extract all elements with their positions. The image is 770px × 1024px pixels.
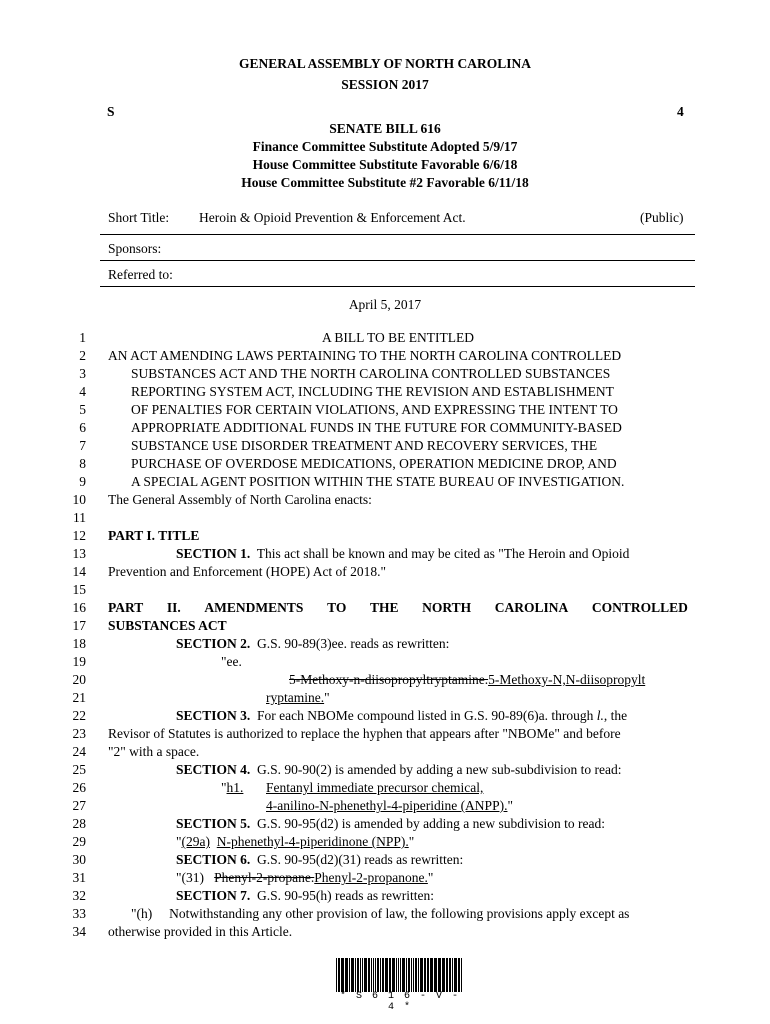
line-number: 5 <box>79 402 86 417</box>
version-number: 4 <box>677 104 684 119</box>
barcode-bar <box>371 958 372 992</box>
barcode-bar <box>396 958 397 992</box>
barcode-bar <box>411 958 412 992</box>
barcode-bar <box>430 958 433 992</box>
section-text: Revisor of Statutes is authorized to replace the hyphen that appears after "NBOMe" and before <box>108 726 621 741</box>
barcode-bar <box>389 958 391 992</box>
barcode-bar <box>418 958 419 992</box>
barcode-bar <box>382 958 384 992</box>
line-number: 27 <box>72 798 86 813</box>
heading-word: THE <box>369 600 399 615</box>
inserted-text: ryptamine. <box>266 690 325 705</box>
inserted-text: N-phenethyl-4-piperidinone (NPP). <box>216 834 409 849</box>
line-number: 2 <box>79 348 86 363</box>
barcode <box>336 958 464 992</box>
barcode-bar <box>355 958 356 992</box>
section-text: G.S. 90-95(h) reads as rewritten: <box>257 888 434 903</box>
section-text: Prevention and Enforcement (HOPE) Act of 2018." <box>108 564 387 579</box>
section-label: SECTION 6. <box>176 852 251 867</box>
history-line: Finance Committee Substitute Adopted 5/9/17 <box>252 139 518 154</box>
section-text: For each NBOMe compound listed in G.S. 90-89(6)a. through <box>257 708 594 723</box>
inserted-text: Phenyl-2-propanone. <box>314 870 428 885</box>
inserted-text: (29a) <box>181 834 210 849</box>
chamber-letter: S <box>107 104 115 119</box>
barcode-bar <box>357 958 359 992</box>
line-number: 23 <box>72 726 86 741</box>
line-number: 31 <box>72 870 86 885</box>
section-text: G.S. 90-89(3)ee. reads as rewritten: <box>257 636 450 651</box>
public-flag: (Public) <box>640 210 684 225</box>
barcode-bar <box>454 958 457 992</box>
section-text: otherwise provided in this Article. <box>108 924 293 939</box>
struck-text: Phenyl-2-propane. <box>214 870 315 885</box>
amended-text <box>289 672 645 688</box>
section-text-italic: l. <box>596 708 604 723</box>
line-number: 15 <box>72 582 86 597</box>
barcode-bar <box>368 958 370 992</box>
line-number: 6 <box>79 420 86 435</box>
barcode-bar <box>362 958 363 992</box>
barcode-bar <box>341 958 344 992</box>
barcode-bar <box>360 958 361 992</box>
section-line <box>176 852 463 868</box>
section-text: Notwithstanding any other provision of law, the following provisions apply except as <box>169 906 630 921</box>
barcode-bar <box>452 958 453 992</box>
section-text: G.S. 90-95(d2) is amended by adding a new subdivision to read: <box>257 816 605 831</box>
amended-text <box>266 690 330 706</box>
line-number: 25 <box>72 762 86 777</box>
struck-text: 5-Methoxy-n-diisopropyltryptamine. <box>289 672 489 687</box>
section-text: This act shall be known and may be cited as "The Heroin and Opioid <box>256 546 630 561</box>
line-number: 33 <box>72 906 86 921</box>
line-number: 3 <box>79 366 86 381</box>
barcode-bar <box>351 958 354 992</box>
act-title-line: SUBSTANCE USE DISORDER TREATMENT AND RECOVERY SERVICES, THE <box>131 438 598 453</box>
bill-caption: A BILL TO BE ENTITLED <box>322 330 474 345</box>
amended-text <box>266 798 513 814</box>
amended-text <box>221 780 243 796</box>
section-label: SECTION 7. <box>176 888 251 903</box>
act-title-line: APPROPRIATE ADDITIONAL FUNDS IN THE FUTURE FOR COMMUNITY-BASED <box>131 420 622 435</box>
line-number: 26 <box>72 780 86 795</box>
line-number: 21 <box>72 690 86 705</box>
quote-mark: " <box>324 690 330 705</box>
barcode-bar <box>458 958 460 992</box>
assembly-heading: GENERAL ASSEMBLY OF NORTH CAROLINA <box>238 56 532 71</box>
line-number: 34 <box>72 924 86 939</box>
bill-title: SENATE BILL 616 <box>329 121 441 136</box>
act-title-line: AN ACT AMENDING LAWS PERTAINING TO THE NORTH CAROLINA CONTROLLED <box>108 348 622 363</box>
heading-word: AMENDMENTS <box>204 600 304 615</box>
quote-mark: " <box>176 834 182 849</box>
line-number: 17 <box>72 618 86 633</box>
divider <box>100 286 695 287</box>
barcode-bar <box>406 958 407 992</box>
amended-text <box>176 834 414 850</box>
barcode-bar <box>400 958 401 992</box>
short-title: Heroin & Opioid Prevention & Enforcement Act. <box>199 210 466 225</box>
act-title-line: PURCHASE OF OVERDOSE MEDICATIONS, OPERATION MEDICINE DROP, AND <box>131 456 617 471</box>
heading-word: PART <box>108 600 144 615</box>
session-heading: SESSION 2017 <box>341 77 429 92</box>
history-line: House Committee Substitute Favorable 6/6/18 <box>252 157 518 172</box>
barcode-bar <box>424 958 426 992</box>
barcode-bar <box>461 958 462 992</box>
line-number: 8 <box>79 456 86 471</box>
barcode-bar <box>375 958 376 992</box>
part-heading: PART I. TITLE <box>108 528 200 543</box>
inserted-text: h1. <box>226 780 244 795</box>
line-number: 22 <box>72 708 86 723</box>
barcode-bar <box>427 958 429 992</box>
referred-label: Referred to: <box>108 267 173 282</box>
barcode-bar <box>364 958 367 992</box>
section-label: SECTION 5. <box>176 816 251 831</box>
history-line: House Committee Substitute #2 Favorable 6/11/18 <box>241 175 529 190</box>
barcode-bar <box>442 958 445 992</box>
section-line <box>176 762 621 778</box>
barcode-bar <box>338 958 340 992</box>
line-number: 28 <box>72 816 86 831</box>
subdivision-label: "ee. <box>221 654 242 669</box>
line-number: 7 <box>79 438 86 453</box>
heading-word: TO <box>327 600 347 615</box>
inserted-text: Fentanyl immediate precursor chemical, <box>266 780 484 795</box>
inserted-text <box>266 780 483 796</box>
barcode-text: * S 6 1 6 - V - 4 * <box>339 991 460 1013</box>
inserted-text: 5-Methoxy-N,N-diisopropylt <box>488 672 646 687</box>
barcode-bar <box>408 958 410 992</box>
act-title-line: REPORTING SYSTEM ACT, INCLUDING THE REVISION AND ESTABLISHMENT <box>131 384 614 399</box>
subsection-line <box>131 906 629 922</box>
bill-date: April 5, 2017 <box>348 297 422 312</box>
subdivision-label: "(h) <box>131 906 153 921</box>
line-number: 13 <box>72 546 86 561</box>
barcode-bar <box>434 958 437 992</box>
enacting-clause: The General Assembly of North Carolina enacts: <box>108 492 372 507</box>
divider <box>100 234 695 235</box>
line-number: 29 <box>72 834 86 849</box>
barcode-bar <box>420 958 423 992</box>
line-number: 20 <box>72 672 86 687</box>
section-label: SECTION 1. <box>176 546 251 561</box>
barcode-bar <box>413 958 414 992</box>
heading-word: NORTH <box>422 600 472 615</box>
line-number: 18 <box>72 636 86 651</box>
line-number: 14 <box>72 564 86 579</box>
barcode-bar <box>336 958 337 992</box>
barcode-bar <box>373 958 374 992</box>
line-number: 24 <box>72 744 86 759</box>
divider <box>100 260 695 261</box>
barcode-bar <box>449 958 451 992</box>
act-title-line: A SPECIAL AGENT POSITION WITHIN THE STATE BUREAU OF INVESTIGATION. <box>131 474 625 489</box>
amended-text <box>176 870 433 886</box>
section-line <box>176 546 629 562</box>
section-line <box>176 816 605 832</box>
barcode-bar <box>349 958 350 992</box>
line-number: 32 <box>72 888 86 903</box>
heading-word: II. <box>166 600 181 615</box>
line-number: 9 <box>79 474 86 489</box>
quote-mark: " <box>427 870 434 885</box>
inserted-text: 4-anilino-N-phenethyl-4-piperidine (ANPP). <box>266 798 508 813</box>
line-number: 1 <box>79 330 86 345</box>
section-line <box>176 888 434 904</box>
section-text: "2" with a space. <box>108 744 200 759</box>
line-number: 12 <box>72 528 86 543</box>
barcode-bar <box>380 958 381 992</box>
barcode-bar <box>402 958 405 992</box>
heading-word: CONTROLLED <box>591 600 688 615</box>
section-text: G.S. 90-95(d2)(31) reads as rewritten: <box>257 852 464 867</box>
barcode-bar <box>385 958 388 992</box>
line-number: 19 <box>72 654 86 669</box>
section-label: SECTION 4. <box>176 762 251 777</box>
line-number: 16 <box>72 600 86 615</box>
section-text: G.S. 90-90(2) is amended by adding a new sub-subdivision to read: <box>257 762 622 777</box>
section-text: , the <box>603 708 628 723</box>
barcode-bar <box>345 958 348 992</box>
barcode-bar <box>446 958 448 992</box>
quote-mark: " <box>507 798 513 813</box>
line-number: 11 <box>73 510 86 525</box>
section-line <box>176 636 449 652</box>
quote-mark: " <box>408 834 415 849</box>
barcode-bar <box>415 958 417 992</box>
quote-mark: " <box>221 780 227 795</box>
line-number: 30 <box>72 852 86 867</box>
barcode-bar <box>398 958 399 992</box>
sponsors-label: Sponsors: <box>108 241 162 256</box>
line-number: 10 <box>72 492 86 507</box>
barcode-bar <box>438 958 441 992</box>
section-line <box>176 708 627 724</box>
act-title-line: OF PENALTIES FOR CERTAIN VIOLATIONS, AND EXPRESSING THE INTENT TO <box>131 402 618 417</box>
barcode-bar <box>392 958 395 992</box>
subdivision-label: "(31) <box>176 870 205 885</box>
section-label: SECTION 3. <box>176 708 251 723</box>
barcode-bar <box>377 958 379 992</box>
part-heading <box>108 600 688 616</box>
line-number: 4 <box>79 384 86 399</box>
section-label: SECTION 2. <box>176 636 251 651</box>
part-heading-cont: SUBSTANCES ACT <box>108 618 227 633</box>
heading-word: CAROLINA <box>494 600 569 615</box>
act-title-line: SUBSTANCES ACT AND THE NORTH CAROLINA CONTROLLED SUBSTANCES <box>131 366 611 381</box>
short-title-label: Short Title: <box>108 210 170 225</box>
